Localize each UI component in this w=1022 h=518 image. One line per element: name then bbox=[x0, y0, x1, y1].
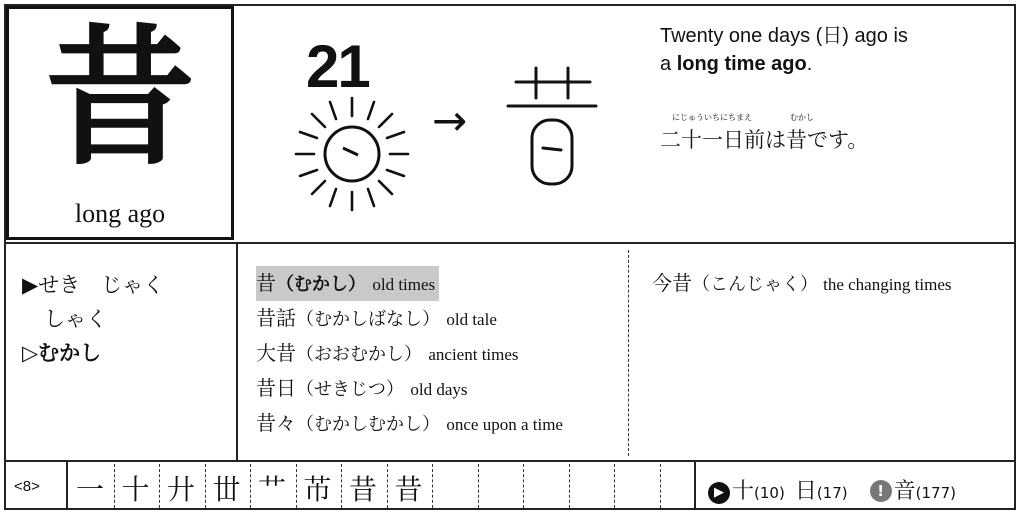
radical-part-char: 日 bbox=[794, 479, 817, 504]
divider-vocab bbox=[236, 244, 238, 460]
stroke-step: 芇 bbox=[303, 473, 332, 506]
furigana-mukashi: むかし bbox=[790, 113, 814, 122]
on-reading-line1: ▶せき じゃく bbox=[22, 273, 165, 297]
mnemonic-line1: Twenty one days (日) ago is bbox=[660, 25, 908, 47]
vocab-item: 大昔（おおむかし） ancient times bbox=[256, 341, 519, 365]
play-circle-icon: ▶ bbox=[708, 482, 730, 504]
illustration-number: 21 bbox=[306, 33, 369, 100]
on-marker-icon: ▶ bbox=[22, 273, 39, 297]
divider-vocab-dashed bbox=[628, 250, 629, 456]
vocab-item: 昔（むかし） old times bbox=[256, 266, 439, 301]
vocab-item: 昔々（むかしむかし） once upon a time bbox=[256, 411, 563, 435]
stroke-step: 一 bbox=[75, 473, 104, 506]
on-reading-line2: しゃく bbox=[44, 307, 107, 331]
stroke-cell-divider bbox=[523, 464, 524, 508]
radical-part-char: 十 bbox=[732, 479, 755, 504]
mnemonic-line2: a long time ago. bbox=[660, 53, 813, 75]
stroke-cell-divider bbox=[660, 464, 661, 508]
stroke-count: <8> bbox=[14, 478, 40, 495]
exclamation-circle-icon: ! bbox=[870, 480, 892, 502]
radical-part-num: (17) bbox=[816, 484, 848, 502]
divider-bottom bbox=[4, 460, 1016, 462]
divider-top bbox=[4, 242, 1016, 244]
stroke-step: 昔 bbox=[394, 473, 423, 506]
stroke-step: 廾 bbox=[166, 473, 195, 506]
sun-illustration bbox=[290, 92, 414, 216]
radical-part-num: (10) bbox=[754, 484, 785, 502]
similar-kanji-char: 音 bbox=[893, 479, 916, 504]
example-sentence: 二十一日前は昔です。 bbox=[660, 128, 869, 152]
stroke-step: 丗 bbox=[212, 473, 241, 506]
big-kanji: 昔 bbox=[44, 10, 195, 186]
transform-arrow: → bbox=[432, 96, 468, 145]
kanji-decomposition-illustration bbox=[504, 62, 600, 192]
vocab-item: 昔日（せきじつ） old days bbox=[256, 376, 468, 400]
similar-kanji-num: (177) bbox=[915, 484, 956, 502]
furigana-ni-juu-ichi-nichi-mae: にじゅういちにちまえ bbox=[672, 113, 752, 122]
mnemonic-text bbox=[660, 22, 908, 78]
radical-info bbox=[708, 474, 966, 505]
stroke-step: 艹 bbox=[257, 473, 286, 506]
stroke-cell-divider bbox=[478, 464, 479, 508]
readings bbox=[22, 268, 164, 370]
kun-marker-icon: ▷ bbox=[22, 341, 39, 365]
stroke-grid-end bbox=[694, 462, 696, 510]
mnemonic-keyword: long time ago bbox=[676, 53, 807, 75]
stroke-cell-divider bbox=[614, 464, 615, 508]
kanji-box bbox=[6, 6, 234, 240]
vocab-item-right: 今昔（こんじゃく） the changing times bbox=[652, 271, 952, 295]
vocab-item: 昔話（むかしばなし） old tale bbox=[256, 306, 497, 330]
stroke-cell-divider bbox=[432, 464, 433, 508]
stroke-step: 昔 bbox=[348, 473, 377, 506]
vocabulary-list bbox=[256, 266, 563, 441]
stroke-step: 十 bbox=[121, 473, 150, 506]
kanji-meaning: long ago bbox=[74, 199, 166, 228]
stroke-cell-divider bbox=[569, 464, 570, 508]
kun-reading: ▷むかし bbox=[22, 341, 102, 365]
